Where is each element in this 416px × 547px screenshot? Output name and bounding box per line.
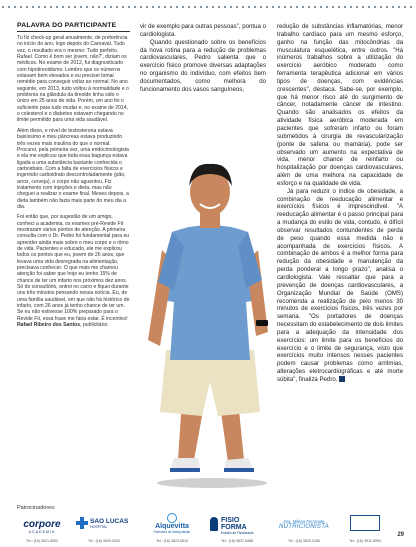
sidebar-paragraph	[17, 214, 130, 328]
end-of-article-icon	[339, 376, 345, 382]
article-paragraph: vir de exemplo para outras pessoas", pontua o cardiologista.	[140, 23, 266, 38]
sponsor-sao-lucas	[74, 513, 134, 543]
signature-name: Rafael Ribeiro dos Santos	[17, 322, 81, 329]
page-number: 29	[397, 532, 404, 538]
sponsor-unnamed	[340, 513, 390, 543]
sponsor-tel: Tel.: (16) 3911.6954	[349, 539, 381, 543]
sponsor-sub: Estúdio de Fisioterapia	[221, 531, 254, 535]
sidebar-rule	[17, 31, 130, 32]
sponsor-logo-mark	[350, 515, 380, 531]
article-column-3	[277, 23, 403, 384]
leaf-icon	[167, 513, 177, 523]
sidebar-participant-word	[17, 22, 130, 332]
sponsor-sub: HOSPITAL	[90, 525, 108, 529]
sponsor-name: Dra. Milena Ferronato	[283, 519, 325, 524]
sponsors-footer	[0, 505, 416, 547]
sponsor-sub: Farmácia de Manipulação	[153, 530, 191, 534]
sponsor-sub: NUTRICIONISTA	[278, 524, 330, 530]
sponsor-corpore	[14, 513, 70, 543]
sponsor-tel: Tel.: (16) 3623.5810	[156, 539, 188, 543]
sponsor-tel: Tel.: (16) 3620.3180	[288, 539, 320, 543]
sponsor-alquevitta	[140, 513, 204, 543]
sidebar-title: PALAVRA DO PARTICIPANTE	[17, 22, 117, 29]
sponsor-nutricionista	[272, 513, 336, 543]
participant-photo	[142, 150, 278, 490]
article-paragraph-text: Já para reduzir o índice de obesidade, a combinação de reeducação alimentar e exercícios físicos é imprescindível. "A reeducação alimentar é o passo principal para a mudança do estilo de vida, contudo, é difícil observar resultados contundentes de perda de peso quando essa medida não é acompanhada de exercícios físicos. A combinação de ambos é a melhor forma para redução da obesidade e manutenção da perda ponderal a longo prazo", analisa o cardiologista. Vale ressaltar que para a prevenção de doenças cardiovasculares, a Organização Mundial de Saúde (OMS) recomenda a realização de pelo menos 30 minutos de exercícios físicos, três vezes por semana. "Os portadores de doenças necessitam do estabelecimento de dois limites para a adequação da intensidade dos exercícios: um limite para os benefícios do exercício e o limite de segurança, visto que exercícios muito intensos nesses pacientes podem causar problemas como arritmias, alterações eletrocardiográficas e até morte súbita", finaliza Pedro.	[277, 187, 403, 383]
signature-role: , publicitário.	[80, 322, 109, 329]
figure-icon	[210, 517, 218, 531]
article-column-2	[140, 23, 266, 94]
sidebar-paragraph-text: Foi então que, por sugestão de um amigo, conheci a academia, os exames pré-Revide Fit mostraram vários pontos de atenção. A primeira consulta com o Dr. Pedro foi fundamental para eu aprender ainda mais sobre o meu corpo e o ritmo de vida. Pacientes e educado, ele me explicou todos os pontos que eu, jovem de 26 anos, que levava uma vida desregrada na alimentação, precisava conhecer. O que mais me chamou atenção foi saber que hoje eu tenho 15% de chance de ter um infarto nos próximos dez anos. Só do consultório, entrei no carro e fiquei durante uns três minutos pensando nessa notícia. Eu, de uma família saudável, em que não há histórico de infarto, com 26 anos já tenho chance de ter um. Se eu não estivesse 100% preparado para o Revide Fit, essa frase me faria estar. É incentivo!	[17, 214, 130, 322]
sponsor-tel: Tel.: (16) 4009.0320	[88, 539, 120, 543]
sidebar-paragraph: Tu fiz check-up geral anualmente, de preferência no início do ano, logo depois do Carnaval. Tudo vez, o resultado era o mesmo: Tudo perfeito, Rafael. Como é bom ser jovem, não?', diziam os médicos. No exame de 2012, fui diagnosticado com hipotireoidismo. Lembro que os números estavam bem elevados e eu precisei tomar remédio para conseguir voltar ao normal. No ano seguinte, em 2013, tudo voltou à normalidade e o problema na glândula da tireoide tinha sido o único em 25 anos de vida. Porém, um ano foi o suficiente para tudo mudar e, no exame de 2014, o colesterol e o diabetes estavam chegando no limite permitido para uma vida saudável.	[17, 35, 129, 124]
sponsor-tel: Tel.: (16) 3637.6488	[221, 539, 253, 543]
sponsor-fisio-forma	[208, 513, 266, 543]
sponsor-sub: ACADEMIA	[28, 530, 56, 534]
sponsor-name: Alquevitta	[155, 523, 189, 530]
article-paragraph: Quando questionado sobre os benefícios da nova rotina para a redução de problemas cardiovasculares, Pedro salienta que o exercício físico promove diversas adaptações no organismo do indivíduo, com efeitos bem documentados, como melhora do funcionamento dos vasos sanguíneos,	[140, 38, 266, 93]
article-paragraph: redução de substâncias inflamatórias, menor trabalho cardíaco para um mesmo esforço, ganho na função das mitocôndrias da musculatura esquelética, entre outros. "Há inúmeros trabalhos sobre a utilização do exercício aeróbico moderado como ferramenta terapêutica adicional em vários tipos de doenças, com evidências crescentes", destaca. Sabe-se, por exemplo, que há menor risco até do surgimento de câncer, notadamente câncer de intestino. Quando são analisados os efeitos da atividade física aeróbica moderada em pacientes que sofreram infarto ou foram submetidos à cirurgia de revascularização (ponte de safena ou mamária), pode ser observado um aumento na expectativa de vida, menor chance de reinfarto ou hospitalização por doenças cardiovasculares, além de uma melhora na capacidade de esforço e na qualidade de vida.	[277, 23, 403, 187]
cross-icon	[76, 517, 88, 529]
sidebar-paragraph: Além disso, o nível de testosterona estava baixíssimo e meu pâncreas estava produzindo três vezes mais insulina do que o normal. Procurei, pela primeira vez, uma endocrinologista e ela me explicou que toda essa bagunça estava ligada a uma substância bastante conhecida o carboidrato. Com a falta de exercícios físicos e ingerindo carboidrato descontroladamente (pão, arroz, cerveja), o corpo não aguentou. Fiz tratamento com injeções e dieta, mas não cheguei a realizar o exame final. Meses depois, a dieta também não fazia mais parte do meu dia a dia.	[17, 127, 129, 210]
sponsors-label: Patrocinadores:	[17, 505, 56, 511]
sponsor-name: corpore	[23, 519, 61, 530]
sponsor-tel: Tel.: (16) 3621.8003	[26, 539, 58, 543]
dotted-top-border	[0, 4, 416, 10]
sponsor-name: FISIO FORMA	[221, 517, 247, 531]
article-paragraph	[277, 188, 403, 384]
sponsor-name: SAO LUCAS	[90, 518, 129, 525]
